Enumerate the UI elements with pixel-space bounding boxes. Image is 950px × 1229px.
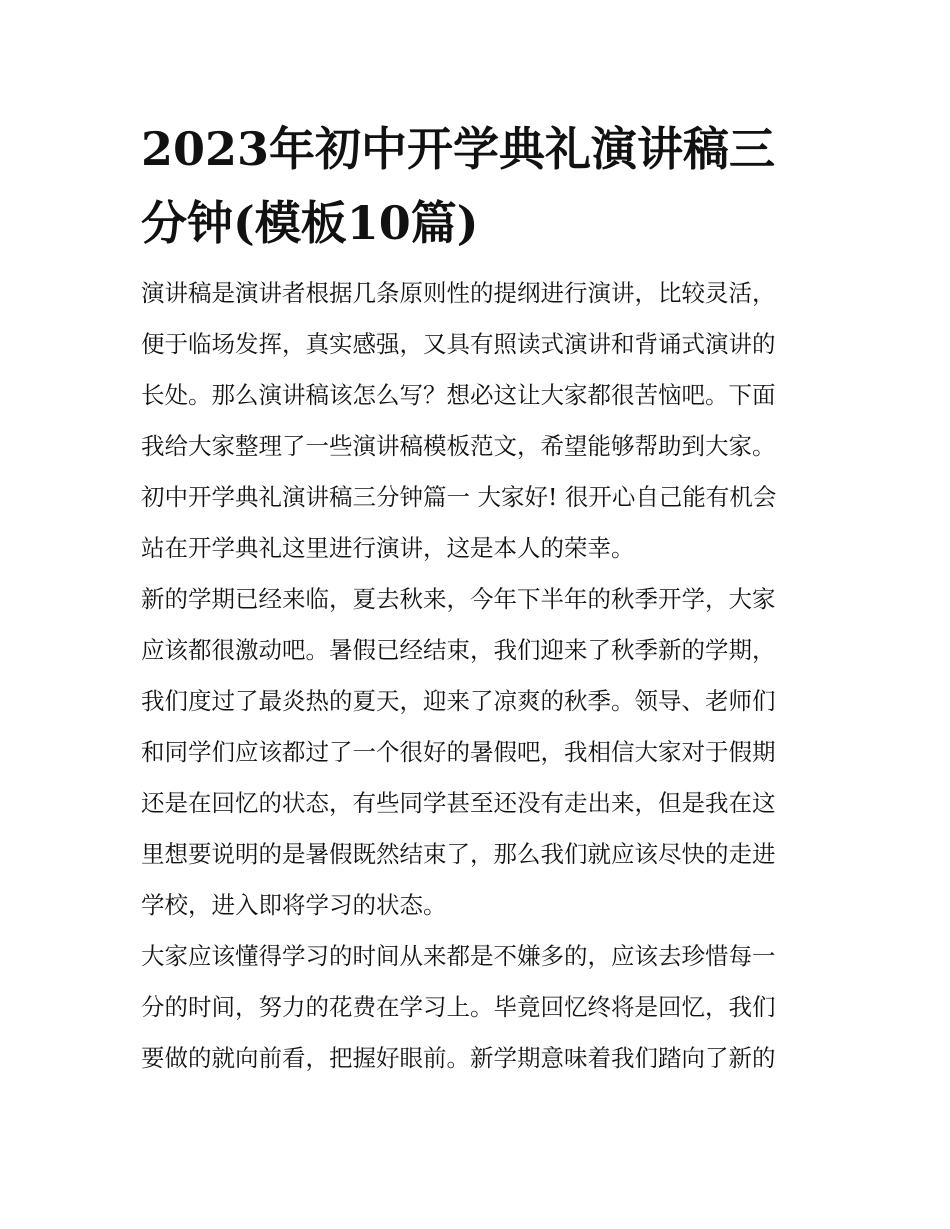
text-line: 大家应该懂得学习的时间从来都是不嫌多的，应该去珍惜每一 (141, 942, 776, 970)
text-line: 和同学们应该都过了一个很好的暑假吧，我相信大家对于假期 (141, 738, 776, 766)
text-line: 里想要说明的是暑假既然结束了，那么我们就应该尽快的走进 (141, 840, 776, 868)
text-line: 初中开学典礼演讲稿三分钟篇一 大家好! 很开心自己能有机会 (141, 483, 777, 511)
text-line: 学校，进入即将学习的状态。 (141, 891, 447, 919)
text-line: 我们度过了最炎热的夏天，迎来了凉爽的秋季。领导、老师们 (141, 687, 776, 715)
title-line-2: 分钟(模板10篇) (141, 196, 479, 250)
text-line: 新的学期已经来临，夏去秋来，今年下半年的秋季开学，大家 (141, 585, 776, 613)
title-line-1: 2023年初中开学典礼演讲稿三 (141, 122, 776, 176)
text-line: 长处。那么演讲稿该怎么写？想必这让大家都很苦恼吧。下面 (141, 381, 776, 409)
text-line: 要做的就向前看，把握好眼前。新学期意味着我们踏向了新的 (141, 1044, 776, 1072)
text-line: 站在开学典礼这里进行演讲，这是本人的荣幸。 (141, 534, 635, 562)
document-page (141, 112, 813, 1084)
paragraph-study-time (141, 931, 813, 1084)
paragraph-intro (141, 268, 813, 574)
text-line: 分的时间，努力的花费在学习上。毕竟回忆终将是回忆，我们 (141, 993, 776, 1021)
text-line: 便于临场发挥，真实感强，又具有照读式演讲和背诵式演讲的 (141, 330, 776, 358)
paragraph-new-semester (141, 574, 813, 931)
text-line: 我给大家整理了一些演讲稿模板范文，希望能够帮助到大家。 (141, 432, 776, 460)
text-line: 还是在回忆的状态，有些同学甚至还没有走出来，但是我在这 (141, 789, 776, 817)
text-line: 应该都很激动吧。暑假已经结束，我们迎来了秋季新的学期， (141, 636, 776, 664)
text-line: 演讲稿是演讲者根据几条原则性的提纲进行演讲，比较灵活， (141, 279, 776, 307)
document-title (141, 112, 813, 260)
